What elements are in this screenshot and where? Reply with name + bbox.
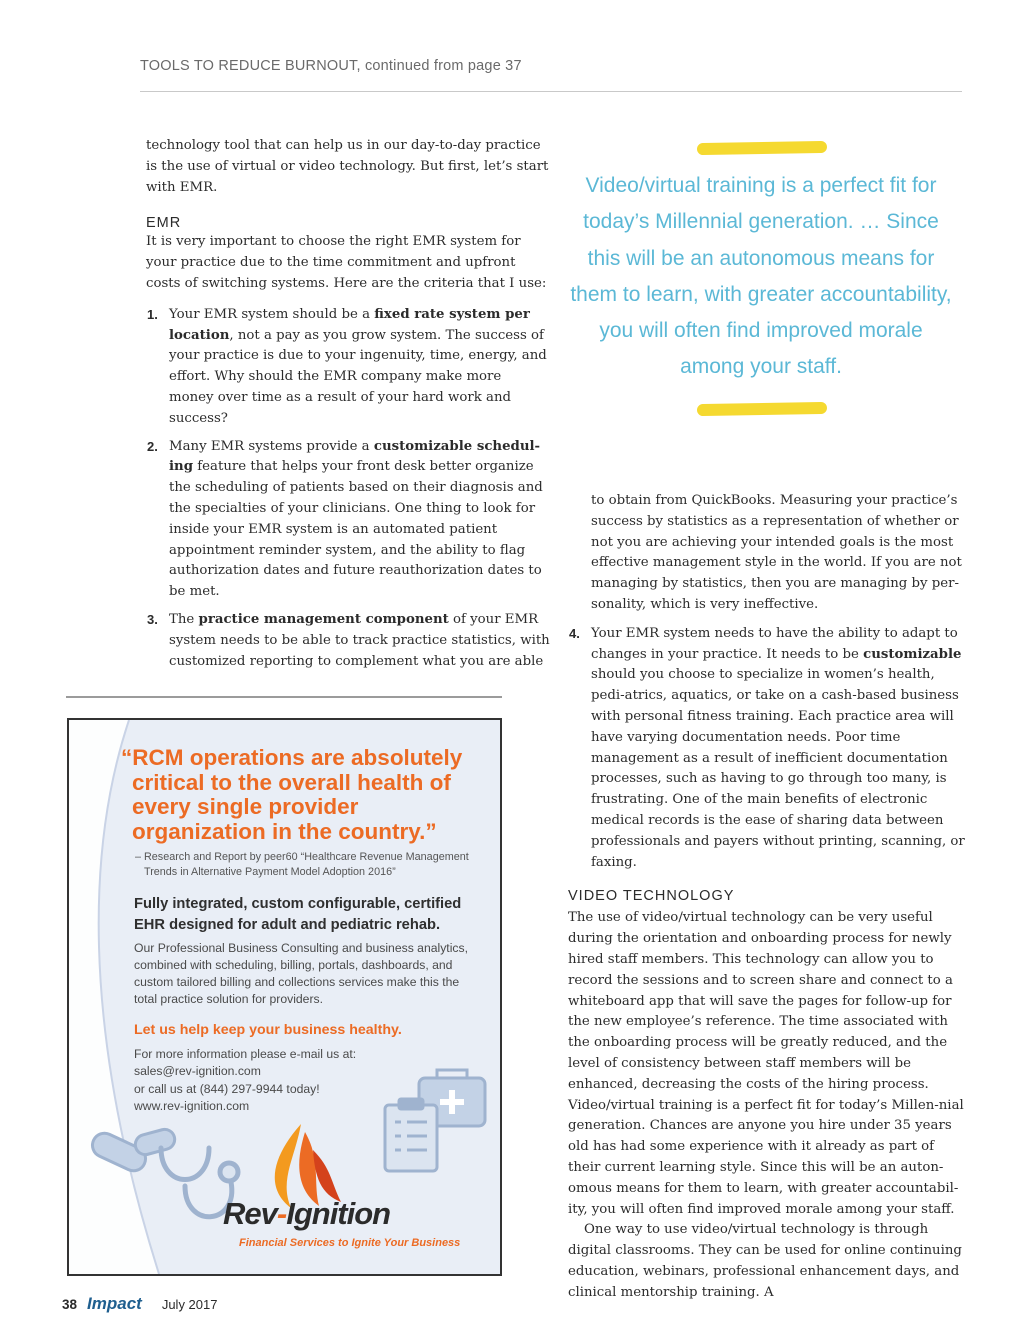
header-title: TOOLS TO REDUCE BURNOUT bbox=[140, 58, 357, 74]
criteria-item-2 bbox=[146, 437, 550, 603]
item-text: The bbox=[169, 611, 199, 627]
ad-tagline: Financial Services to Ignite Your Business bbox=[239, 1237, 461, 1249]
advertisement[interactable] bbox=[67, 718, 502, 1276]
item-bold-text: practice management component bbox=[198, 611, 449, 627]
item-bold-text: fixed rate system per location bbox=[169, 306, 530, 343]
right-column bbox=[568, 491, 970, 1311]
pull-quote: Video/virtual training is a perfect fit for today’s Millennial generation. … Since this will be an autonomous means for them to learn, with greater accountability, you will often find improved morale among your staff. bbox=[570, 174, 952, 379]
highlighter-stroke-top bbox=[697, 141, 827, 155]
highlighter-stroke-bottom bbox=[697, 402, 827, 416]
item-text: Your EMR system needs to have the ability to adapt to changes in your practice. It needs to be bbox=[591, 625, 958, 662]
page-footer bbox=[62, 1294, 217, 1316]
item-bold-text: customizable schedul-ing bbox=[169, 438, 541, 475]
ad-source: – Research and Report by peer60 “Healthcare Revenue Management Trends in Alternative Payment Model Adoption 2016” bbox=[135, 851, 469, 878]
video-paragraph-2: One way to use video/virtual technology is through digital classrooms. They can be used for online continuing education, webinars, professional enhancement days, and clinical mentorship training. A bbox=[568, 1222, 962, 1300]
item-number: 2. bbox=[147, 438, 158, 454]
contact-phone: or call us at (844) 297-9944 today! bbox=[134, 1081, 320, 1096]
rev-ignition-logo bbox=[223, 1196, 390, 1232]
header-continued: , continued from page 37 bbox=[356, 58, 522, 74]
criteria-list-continued bbox=[568, 624, 970, 874]
item-text: feature that helps your front desk better organize the scheduling of patients based on their diagnosis and the specialties of your clinicians. One thing to look for inside your EMR system is an automated patient appointment reminder system, and the ability to flag authorization dates and future reauthorization dates to be met. bbox=[169, 459, 543, 600]
logo-text-rev: Rev bbox=[223, 1196, 277, 1231]
issue-date: July 2017 bbox=[161, 1297, 218, 1312]
ad-body: Our Professional Business Consulting and business analytics, combined with scheduling, billing, portals, dashboards, and custom tailored billing and collections services make this the total practice solution for providers. bbox=[134, 941, 468, 1006]
ad-illustrations bbox=[69, 720, 500, 1274]
logo-text-ignition: Ignition bbox=[286, 1196, 391, 1231]
criteria-item-3 bbox=[146, 610, 550, 672]
left-column bbox=[146, 136, 550, 672]
video-heading: VIDEO TECHNOLOGY bbox=[568, 888, 735, 905]
item-number: 1. bbox=[147, 306, 158, 322]
contact-email-link[interactable]: sales@rev-ignition.com bbox=[134, 1064, 261, 1079]
running-header bbox=[140, 58, 962, 92]
item-number: 3. bbox=[147, 611, 158, 627]
item-bold-text: customizable bbox=[863, 646, 962, 662]
ad-headline: Fully integrated, custom configurable, certified EHR designed for adult and pediatric rehab. bbox=[134, 896, 462, 933]
criteria-item-4 bbox=[568, 624, 970, 874]
emr-intro-paragraph: It is very important to choose the right EMR system for your practice due to the time commitment and upfront costs of switching systems. Here are the criteria that I use: bbox=[146, 234, 547, 291]
criteria-item-1 bbox=[146, 305, 550, 430]
logo-text-dash: - bbox=[276, 1196, 287, 1231]
ad-quote: “RCM operations are absolutely critical to the overall health of every single provider organization in the country.” bbox=[121, 745, 463, 844]
item-text: , not a pay as you grow system. The success of your practice is due to your ingenuity, time, energy, and effort. Why should the EMR company make more money over time as a result of your hard work and success? bbox=[169, 327, 547, 426]
contact-website-link[interactable]: www.rev-ignition.com bbox=[134, 1098, 250, 1113]
contact-intro: For more information please e-mail us at: bbox=[134, 1047, 357, 1061]
emr-heading: EMR bbox=[146, 215, 182, 232]
video-paragraph-1: The use of video/virtual technology can be very useful during the orientation and onboarding process for newly hired staff members. This technology can allow you to record the sessions and to screen share and connect to a whiteboard app that will save the pages for follow-up for the new employee’s reference. The time associated with the onboarding process will be greatly reduced, and the level of consistency between staff members will be enhanced, decreasing the costs of the hiring process. Video/virtual training is a perfect fit for today’s Millen-nial generation. Chances are anyone you hire under 35 years old has had some experience with it already as part of their current learning style. Since this will be an auton-omous means for them to learn, with greater accountabil-ity, you will often find improved morale among your staff. bbox=[568, 910, 964, 1217]
item-text: Many EMR systems provide a bbox=[169, 438, 374, 454]
item-text: of your EMR system needs to be able to track practice statistics, with customized reporting to complement what you are able bbox=[169, 611, 550, 669]
criteria-list bbox=[146, 305, 550, 673]
item-number: 4. bbox=[569, 625, 580, 641]
item-text: Your EMR system should be a bbox=[169, 306, 375, 322]
ad-cta: Let us help keep your business healthy. bbox=[134, 1022, 402, 1038]
clipboard-icon bbox=[385, 1099, 437, 1171]
intro-paragraph: technology tool that can help us in our day-to-day practice is the use of virtual or video technology. But first, let’s start with EMR. bbox=[146, 138, 549, 195]
continuation-paragraph: to obtain from QuickBooks. Measuring your practice’s success by statistics as a representation of whether or not you are achieving your intended goals is the most effective management style in the world. If you are not managing by statistics, then you are managing by per-sonality, which is very ineffective. bbox=[591, 493, 962, 612]
page-number: 38 bbox=[62, 1297, 78, 1312]
magazine-name: Impact bbox=[87, 1294, 142, 1313]
ad-divider bbox=[66, 696, 502, 698]
item-text: should you choose to specialize in women’s health, pedi-atrics, aquatics, or take on a cash-based business with personal fitness training. Each practice area will have varying documentation needs. Poor time management as a result of inefficient documentation processes, such as having to go through too many, is frustrating. One of the main benefits of electronic medical records is the ease of sharing data between professionals and payers without printing, scanning, or faxing. bbox=[591, 667, 965, 870]
